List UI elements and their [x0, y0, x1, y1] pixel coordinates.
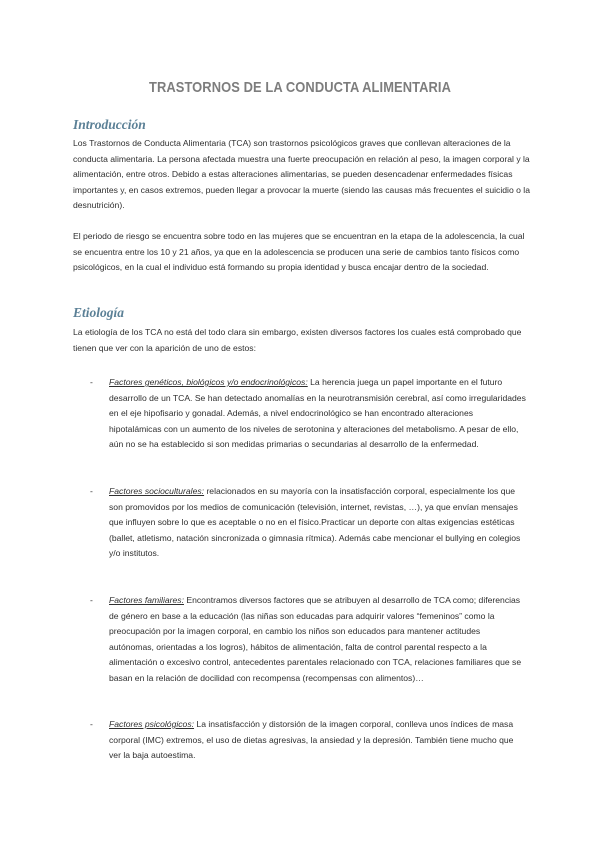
factor-term: Factores socioculturales:: [109, 486, 205, 496]
factor-description: Encontramos diversos factores que se atribuyen al desarrollo de TCA como; diferencias de género en base a la educación (las niñas son educadas para adquirir valores “femeninos” como la preocupación por la imagen corporal, en cambio los niños son educados para mantener actitudes autónomas, orientadas a los logros), hábitos de alimentación, falta de control parental respecto a la alimentación o excesivo control, antecedentes parentales relacionado con TCA, relaciones familiares que se basan en la relación de docilidad con recompensa (recompensas con alimentos)…: [109, 595, 522, 683]
list-item-text: [109, 375, 527, 453]
section-heading-etiologia: Etiología: [73, 305, 125, 320]
factor-description: relacionados en su mayoría con la insatisfacción corporal, especialmente los que son promovidos por los medios de comunicación (televisión, internet, revistas, …), ya que envían mensajes que influyen sobre lo que es aceptable o no en el físico.Practicar un deporte con altas exigencias estéticas (ballet, atletismo, natación sincronizada o gimnasia rítmica). Además cabe mencionar el bullying en colegios y/o institutos.: [109, 486, 521, 559]
factor-description: La herencia juega un papel importante en el futuro desarrollo de un TCA. Se han detectado anomalías en la neurotransmisión cerebral, así como irregularidades en el eje hipofisario y gonadal. Además, a nivel endocrinológico se han encontrado alteraciones hipotalámicas con un aumento de los niveles de serotonina y alteraciones del metabolismo. A pesar de ello, aún no se ha establecido si son medidas primarias o secundarias al desarrollo de la enfermedad.: [109, 377, 526, 450]
factor-description: La insatisfacción y distorsión de la imagen corporal, conlleva unos índices de masa corporal (IMC) extremos, el uso de dietas agresivas, la ansiedad y la depresión. También tiene mucho que ver la baja autoestima.: [109, 719, 514, 761]
etiologia-intro-paragraph: La etiología de los TCA no está del todo clara sin embargo, existen diversos factores los cuales está comprobado que tienen que ver con la aparición de uno de estos:: [73, 327, 522, 353]
list-item-text: [109, 593, 527, 687]
intro-paragraph-1: Los Trastornos de Conducta Alimentaria (TCA) son trastornos psicológicos graves que conllevan alteraciones de la conducta alimentaria. La persona afectada muestra una fuerte preocupación en relación al peso, la imagen corporal y la alimentación, entre otros. Debido a estas alteraciones alimentarias, se pueden desencadenar enfermedades físicas importantes y, en casos extremos, pueden llegar a provocar la muerte (siendo las causas más frecuentes el suicidio o la desnutrición).: [73, 138, 530, 211]
factor-term: Factores familiares:: [109, 595, 184, 605]
section-heading-introduccion: Introducción: [73, 117, 146, 132]
intro-paragraph-2: El periodo de riesgo se encuentra sobre todo en las mujeres que se encuentran en la etapa de la adolescencia, la cual se encuentra entre los 10 y 21 años, ya que en la adolescencia se producen una serie de cambios tanto físicos como psicológicos, en la cual el individuo está formando su propia identidad y busca encajar dentro de la sociedad.: [73, 231, 525, 273]
list-dash: -: [90, 377, 93, 387]
list-dash: -: [90, 595, 93, 605]
list-dash: -: [90, 719, 93, 729]
list-dash: -: [90, 486, 93, 496]
factor-term: Factores genéticos, biológicos y/o endocrinológicos:: [109, 377, 308, 387]
factor-term: Factores psicológicos:: [109, 719, 195, 729]
list-item-text: [109, 484, 527, 562]
list-item-text: [109, 717, 527, 764]
document-title: TRASTORNOS DE LA CONDUCTA ALIMENTARIA: [148, 79, 452, 96]
